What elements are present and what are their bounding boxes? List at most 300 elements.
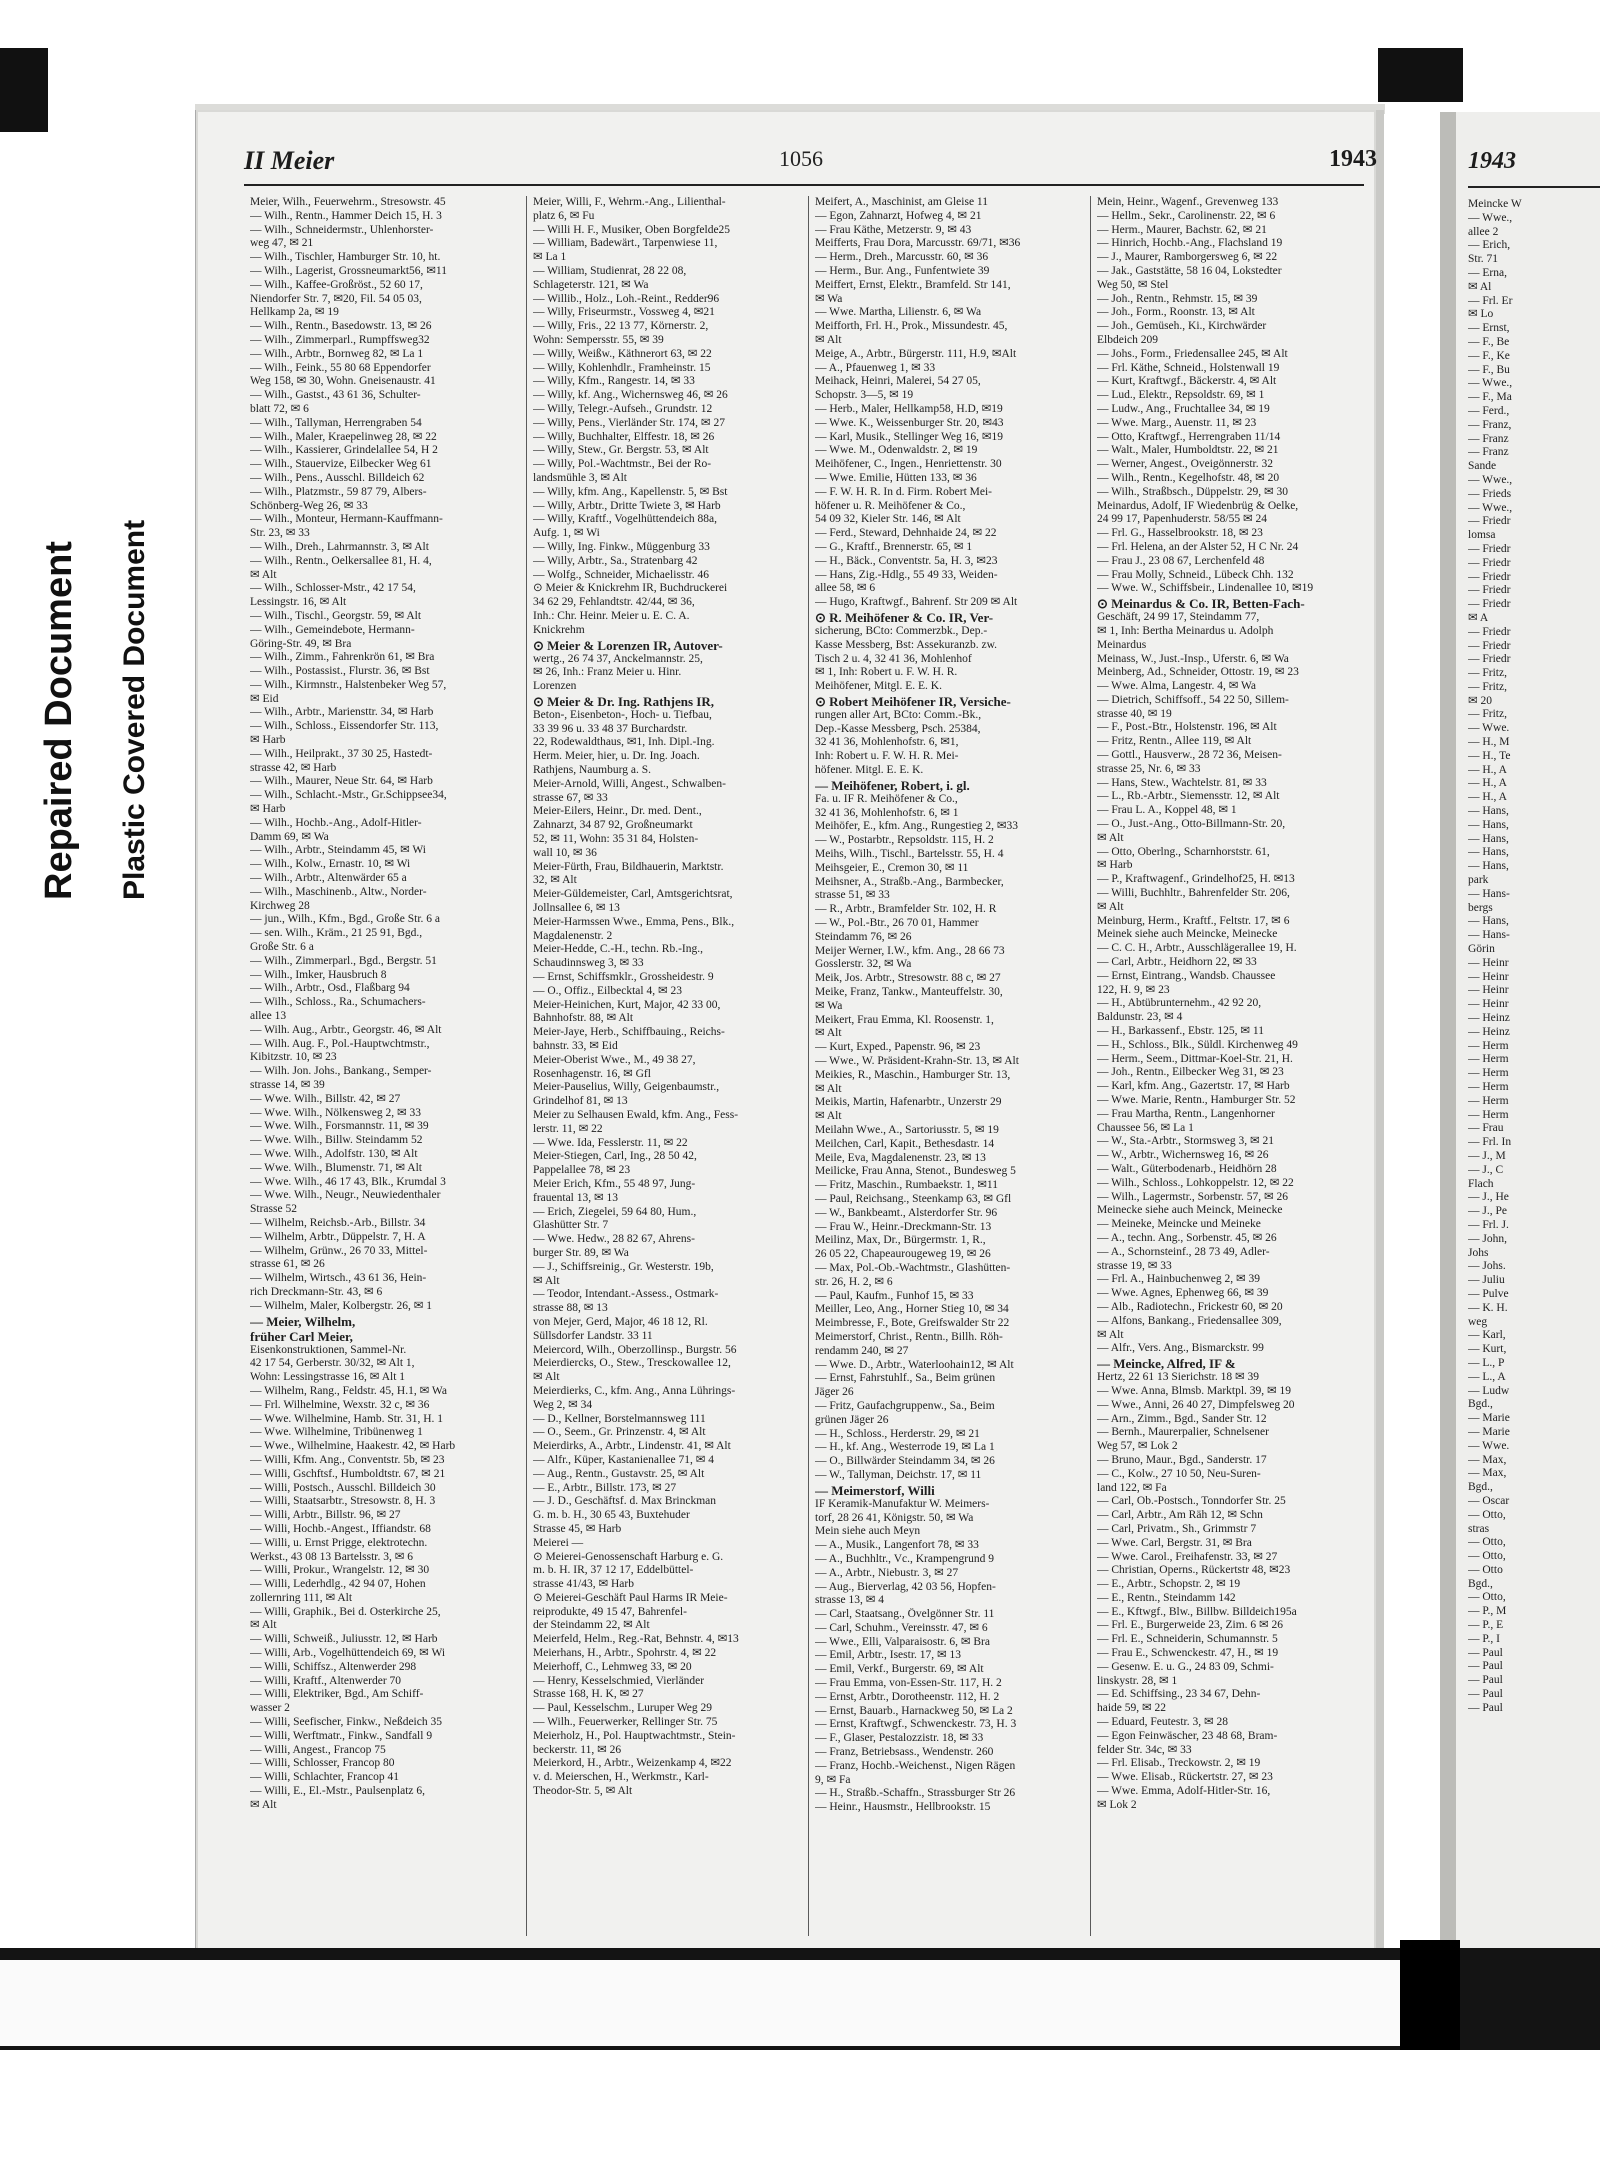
directory-entry: ⊙ Meier & Dr. Ing. Rathjens IR, — [533, 693, 714, 709]
directory-entry: — Willy, kf. Ang., Wichernsweg 46, ✉ 26 — [533, 389, 728, 402]
directory-entry: Meierkord, H., Arbtr., Weizenkamp 4, ✉22 — [533, 1757, 732, 1770]
directory-entry: — Carl, Arbtr., Heidhorn 22, ✉ 33 — [1097, 956, 1257, 969]
next-page-entry: — Johs. — [1468, 1260, 1506, 1273]
directory-entry: Meier-Harmssen Wwe., Emma, Pens., Blk., — [533, 915, 735, 928]
directory-entry: — Wilh., Lagerist, Grossneumarkt56, ✉11 — [250, 264, 447, 277]
directory-entry: — Wilh., Gemeindebote, Hermann- — [250, 623, 415, 636]
directory-entry: der Steindamm 22, ✉ Alt — [533, 1619, 650, 1632]
directory-entry: burger Str. 89, ✉ Wa — [533, 1246, 629, 1259]
directory-entry: — Wilhelm, Wirtsch., 43 61 36, Hein- — [250, 1272, 427, 1285]
next-page-entry: — Max, — [1468, 1453, 1507, 1466]
directory-entry: strasse 41/43, ✉ Harb — [533, 1578, 634, 1591]
directory-entry: ✉ Alt — [815, 1027, 842, 1040]
next-page-year: 1943 — [1468, 148, 1516, 174]
directory-entry: — P., Kraftwagenf., Grindelhof25, H. ✉13 — [1097, 873, 1295, 886]
directory-entry: ✉ Alt — [250, 1798, 277, 1811]
directory-entry: — Frl. A., Hainbuchenweg 2, ✉ 39 — [1097, 1273, 1260, 1286]
directory-entry: G. m. b. H., 30 65 43, Buxtehuder — [533, 1509, 690, 1522]
next-page-entry: — Friedr — [1468, 584, 1511, 597]
next-page-entry: — L., A — [1468, 1370, 1506, 1383]
directory-entry: — Wwe. K., Weissenburger Str. 20, ✉43 — [815, 416, 1004, 429]
directory-entry: Meierhans, H., Arbtr., Spohrstr. 4, ✉ 22 — [533, 1647, 717, 1660]
directory-entry: — A., Pfauenweg 1, ✉ 33 — [815, 361, 936, 374]
directory-column — [244, 196, 526, 1936]
next-page-entry: — Ferd., — [1468, 404, 1510, 417]
next-page-entry: — Hans- — [1468, 887, 1510, 900]
directory-entry: — Hinrich, Hochb.-Ang., Flachsland 19 — [1097, 237, 1283, 250]
directory-entry: Meige, A., Arbtr., Bürgerstr. 111, H.9, ✉Alt — [815, 347, 1017, 360]
next-page-entry: — Paul — [1468, 1701, 1503, 1714]
next-page-entry: — Ernst, — [1468, 322, 1510, 335]
directory-entry: — Karl, Musik., Stellinger Weg 16, ✉19 — [815, 430, 1004, 443]
next-page-entry: — Karl, — [1468, 1329, 1506, 1342]
directory-entry: — Wilh., Maler, Kraepelinweg 28, ✉ 22 — [250, 430, 437, 443]
directory-entry: Hellkamp 2a, ✉ 19 — [250, 306, 339, 319]
directory-entry: Meierei — — [533, 1536, 584, 1549]
directory-entry: allee 13 — [250, 1010, 287, 1023]
directory-entry: strasse 61, ✉ 26 — [250, 1258, 325, 1271]
next-page-entry: — Hans, — [1468, 915, 1509, 928]
directory-entry: ✉ Wa — [815, 999, 843, 1012]
directory-entry: ✉ Alt — [250, 568, 277, 581]
directory-entry: ✉ Lok 2 — [1097, 1798, 1137, 1811]
directory-entry: Meinardus, Adolf, IF Wiedenbrüg & Oelke, — [1097, 499, 1299, 512]
directory-entry: — E., Arbtr., Schopstr. 2, ✉ 19 — [1097, 1578, 1241, 1591]
directory-entry: früher Carl Meier, — [250, 1328, 353, 1344]
directory-entry: wertg., 26 74 37, Anckelmannstr. 25, — [533, 652, 703, 665]
directory-entry: — Willy, Stew., Gr. Bergstr. 53, ✉ Alt — [533, 444, 709, 457]
directory-entry: Meier-Hedde, C.-H., techn. Rb.-Ing., — [533, 943, 703, 956]
next-page-entry: — Marie — [1468, 1425, 1510, 1438]
scan-bottom-corner — [1400, 1940, 1460, 2050]
next-page-entry: weg — [1468, 1315, 1488, 1328]
directory-entry: — Arn., Zimm., Bgd., Sander Str. 12 — [1097, 1412, 1267, 1425]
directory-entry: Lorenzen — [533, 680, 577, 693]
next-page-entry: Meincke W — [1468, 198, 1522, 210]
directory-entry: Göring-Str. 49, ✉ Bra — [250, 637, 352, 650]
directory-columns — [244, 196, 1374, 1936]
directory-entry: ⊙ Meierei-Geschäft Paul Harms IR Meie- — [533, 1591, 728, 1604]
directory-entry: — C., Kolw., 27 10 50, Neu-Suren- — [1097, 1467, 1261, 1480]
directory-entry: Meifforth, Frl. H., Prok., Missundestr. 45, — [815, 320, 1008, 333]
directory-entry: Meier-Eilers, Heinr., Dr. med. Dent., — [533, 805, 702, 818]
directory-entry: — E., Kftwgf., Blw., Billbw. Billdeich195a — [1097, 1605, 1297, 1618]
next-page-entry: — F., Ma — [1468, 391, 1512, 404]
directory-entry: 9, ✉ Fa — [815, 1773, 851, 1786]
directory-entry: — Wilh., Rentn., Kegelhofstr. 48, ✉ 20 — [1097, 471, 1280, 484]
directory-entry: v. d. Meierschen, H., Werkmstr., Karl- — [533, 1771, 709, 1784]
next-page-entry: — H., Te — [1468, 749, 1511, 762]
directory-entry: — Ernst, Kraftwgf., Schwenckestr. 73, H. 3 — [815, 1718, 1017, 1731]
directory-entry: — Wwe., Wilhelmine, Haakestr. 42, ✉ Harb — [250, 1440, 456, 1453]
directory-entry: — Frau W., Heinr.-Dreckmann-Str. 13 — [815, 1220, 992, 1233]
directory-entry: Kasse Messberg, Bst: Assekuranzb. zw. — [815, 638, 998, 651]
directory-entry: — Hans, Zig.-Hdlg., 55 49 33, Weiden- — [815, 568, 998, 581]
directory-entry: — A., techn. Ang., Sorbenstr. 45, ✉ 26 — [1097, 1231, 1277, 1244]
directory-entry: — Willi, Staatsarbtr., Stresowstr. 8, H. 3 — [250, 1495, 436, 1508]
directory-entry: ✉ Alt — [815, 333, 842, 346]
next-page-entry: — J., Pe — [1468, 1205, 1507, 1218]
directory-entry: beckerstr. 11, ✉ 26 — [533, 1743, 622, 1756]
directory-entry: Meihsgeier, E., Cremon 30, ✉ 11 — [815, 861, 969, 874]
directory-entry: — Willi, Arbtr., Billstr. 96, ✉ 27 — [250, 1509, 401, 1522]
next-page-entry: — P., E — [1468, 1619, 1504, 1632]
directory-entry: — Wilh. Aug., Arbtr., Georgstr. 46, ✉ Alt — [250, 1023, 442, 1036]
directory-entry: 24 99 17, Papenhuderstr. 58/55 ✉ 24 — [1097, 513, 1267, 526]
next-page-entry: — Marie — [1468, 1412, 1510, 1425]
directory-entry: — Joh., Form., Roonstr. 13, ✉ Alt — [1097, 306, 1255, 319]
next-page-entry: — Hans, — [1468, 832, 1509, 845]
directory-entry: — Paul, Kaufm., Funhof 15, ✉ 33 — [815, 1289, 974, 1302]
directory-entry: Meihack, Heinri, Malerei, 54 27 05, — [815, 375, 981, 388]
directory-entry: — Walt., Maler, Humboldtstr. 22, ✉ 21 — [1097, 444, 1279, 457]
directory-entry: Dep.-Kasse Messberg, Psch. 25384, — [815, 722, 981, 735]
directory-entry: strasse 88, ✉ 13 — [533, 1302, 608, 1315]
directory-entry: 26 05 22, Chapeaurougeweg 19, ✉ 26 — [815, 1248, 991, 1261]
directory-entry: 34 62 29, Fehlandtstr. 42/44, ✉ 36, — [533, 596, 695, 609]
directory-entry: — Wwe. M., Odenwaldstr. 2, ✉ 19 — [815, 444, 978, 457]
next-page-entry: — Fritz, — [1468, 680, 1507, 693]
page-number: 1056 — [779, 146, 823, 171]
directory-entry: — Joh., Rentn., Eilbecker Weg 31, ✉ 23 — [1097, 1066, 1284, 1079]
directory-entry: — Wilh., Stauervize, Eilbecker Weg 61 — [250, 458, 432, 471]
directory-entry: Weg 158, ✉ 30, Wohn. Gneisenaustr. 41 — [250, 375, 436, 388]
directory-entry: — Wwe., Elli, Valparaisostr. 6, ✉ Bra — [815, 1635, 990, 1648]
directory-entry: — Wwe., Anni, 26 40 27, Dimpfelsweg 20 — [1097, 1398, 1295, 1411]
directory-entry: — Willy, Arbtr., Sa., Stratenbarg 42 — [533, 554, 698, 567]
directory-entry: Wohn: Lessingstrasse 16, ✉ Alt 1 — [250, 1371, 406, 1384]
document-condition-label — [36, 520, 158, 900]
directory-entry: — Carl, Staatsang., Övelgönner Str. 11 — [815, 1608, 995, 1621]
directory-entry: Pappelallee 78, ✉ 23 — [533, 1164, 631, 1177]
corner-mark-left — [0, 48, 48, 132]
directory-entry: str. 26, H. 2, ✉ 6 — [815, 1275, 893, 1288]
directory-entry: — A., Musik., Langenfort 78, ✉ 33 — [815, 1539, 979, 1552]
directory-entry: allee 58, ✉ 6 — [815, 582, 876, 595]
directory-page — [195, 110, 1384, 1960]
directory-entry: Meierdierks, C., kfm. Ang., Anna Lührings- — [533, 1384, 736, 1397]
directory-entry: Meier-Güldemeister, Carl, Amtsgerichtsrat, — [533, 888, 733, 901]
page-year: 1943 — [1329, 146, 1377, 172]
directory-entry: — Alfr., Vers. Ang., Bismarckstr. 99 — [1097, 1342, 1264, 1355]
directory-entry: Meihsner, A., Straßb.-Ang., Barmbecker, — [815, 875, 1004, 888]
directory-entry: ⊙ Meierei-Genossenschaft Harburg e. G. — [533, 1550, 724, 1563]
directory-entry: Meilahn Wwe., A., Sartoriusstr. 5, ✉ 19 — [815, 1124, 999, 1136]
directory-entry: rendamm 240, ✉ 27 — [815, 1344, 909, 1357]
next-page-entry: Johs — [1468, 1246, 1489, 1259]
next-page-entry: — Otto, — [1468, 1508, 1506, 1521]
directory-entry: — Wilh., Schlacht.-Mstr., Gr.Schippsee34, — [250, 789, 447, 802]
next-page-entry: Bgd., — [1468, 1481, 1493, 1494]
directory-entry: — Wilh., Zimmerparl., Rumpffsweg32 — [250, 333, 430, 346]
directory-entry: — Meihöfener, Robert, i. gl. — [815, 777, 970, 793]
directory-entry: — Wwe. Wilhelmine, Tribünenweg 1 — [250, 1426, 423, 1439]
directory-entry: — Alfons, Bankang., Friedensallee 309, — [1097, 1314, 1282, 1327]
directory-entry: 54 09 32, Kieler Str. 146, ✉ Alt — [815, 513, 961, 526]
directory-entry: — Wwe. Carol., Freihafenstr. 33, ✉ 27 — [1097, 1550, 1278, 1563]
directory-entry: Kibitzstr. 10, ✉ 23 — [250, 1051, 337, 1064]
directory-entry: Rosenhagenstr. 16, ✉ Gfl — [533, 1067, 651, 1080]
directory-entry: — Willi, Graphik., Bei d. Osterkirche 25, — [250, 1605, 441, 1618]
next-page-entry: — Wwe. — [1468, 722, 1510, 735]
directory-entry: — Wilhelm, Reichsb.-Arb., Billstr. 34 — [250, 1216, 426, 1229]
directory-entry: Weg 2, ✉ 34 — [533, 1398, 593, 1411]
directory-entry: — Wilh., Kassierer, Grindelallee 54, H 2 — [250, 444, 438, 457]
directory-entry: — Willi, Kraftf., Altenwerder 70 — [250, 1674, 402, 1687]
directory-entry: 32 41 36, Mohlenhofstr. 6, ✉1, — [815, 736, 959, 749]
next-page-entry: — Heinr — [1468, 970, 1509, 983]
directory-entry: — Frau Emma, von-Essen-Str. 117, H. 2 — [815, 1677, 1002, 1690]
directory-entry: — Frau Molly, Schneid., Lübeck Chh. 132 — [1097, 568, 1294, 581]
directory-entry: frauental 13, ✉ 13 — [533, 1191, 618, 1204]
directory-entry: ⊙ Meier & Knickrehm IR, Buchdruckerei — [533, 582, 728, 595]
next-page-entry: — Friedr — [1468, 598, 1511, 611]
directory-entry: — Willi, Hochb.-Angest., Iffiandstr. 68 — [250, 1522, 431, 1535]
directory-entry: — H., Schloss., Herderstr. 29, ✉ 21 — [815, 1427, 980, 1440]
directory-entry: Meier, Wilh., Feuerwehrm., Stresowstr. 45 — [250, 196, 446, 208]
directory-entry: — Wilhelm, Arbtr., Düppelstr. 7, H. A — [250, 1230, 426, 1243]
directory-entry: — Ferd., Steward, Dehnhaide 24, ✉ 22 — [815, 527, 997, 540]
next-page-entry: — Frl. Er — [1468, 294, 1513, 307]
directory-entry: — Wilh., Postassist., Flurstr. 36, ✉ Bst — [250, 665, 430, 678]
directory-entry: — W., Pol.-Btr., 26 70 01, Hammer — [815, 917, 979, 930]
directory-entry: — H., Bäck., Conventstr. 5a, H. 3, ✉23 — [815, 554, 998, 567]
directory-entry: ✉ Alt — [815, 1082, 842, 1095]
directory-entry: ⊙ Robert Meihöfener IR, Versiche- — [815, 693, 1011, 709]
next-page-entry: — P., M — [1468, 1605, 1507, 1618]
directory-entry: — Wilh., Arbtr., Altenwärder 65 a — [250, 872, 407, 885]
directory-entry: Str. 23, ✉ 33 — [250, 527, 310, 540]
directory-entry: land 122, ✉ Fa — [1097, 1481, 1167, 1494]
directory-entry: — H., Schloss., Blk., Süldl. Kirchenweg 49 — [1097, 1038, 1298, 1051]
next-page-entry: Sande — [1468, 460, 1497, 473]
directory-entry: Meimbresse, F., Bote, Greifswalder Str 22 — [815, 1317, 1010, 1330]
directory-entry: — Wilh., Schloss., Lohkoppelstr. 12, ✉ 22 — [1097, 1176, 1294, 1189]
directory-entry: — Gesenw. E. u. G., 24 83 09, Schmi- — [1097, 1660, 1274, 1673]
next-page-entry: — H., A — [1468, 791, 1507, 804]
directory-entry: — Ernst, Bauarb., Harnackweg 50, ✉ La 2 — [815, 1704, 1013, 1717]
page-header — [244, 146, 1394, 186]
directory-entry: ✉ Harb — [250, 803, 286, 816]
directory-entry: — Wilh., Zimmerparl., Bgd., Bergstr. 51 — [250, 954, 437, 967]
directory-entry: — Ludw., Ang., Fruchtallee 34, ✉ 19 — [1097, 402, 1270, 415]
directory-entry: — Wwe. Marg., Auenstr. 11, ✉ 23 — [1097, 416, 1257, 429]
directory-entry: von Mejer, Gerd, Major, 46 18 12, Rl. — [533, 1315, 708, 1328]
directory-entry: — Meier, Wilhelm, — [250, 1313, 356, 1329]
directory-entry: — Wilh., Hochb.-Ang., Adolf-Hitler- — [250, 816, 422, 829]
directory-entry: — Meincke, Alfred, IF & — [1097, 1356, 1236, 1372]
directory-entry: — Paul, Reichsang., Steenkamp 63, ✉ Gfl — [815, 1192, 1012, 1205]
next-page-entry: — Franz — [1468, 432, 1509, 445]
next-page-entry: — H., A — [1468, 777, 1507, 790]
directory-entry: — Willy, Pens., Vierländer Str. 174, ✉ 27 — [533, 416, 725, 429]
directory-entry: grünen Jäger 26 — [815, 1413, 889, 1426]
next-page-entry: — Friedr — [1468, 570, 1511, 583]
directory-entry: strasse 67, ✉ 33 — [533, 791, 608, 804]
directory-entry: Meier, Willi, F., Wehrm.-Ang., Lilienthal- — [533, 196, 726, 208]
directory-entry: — Wilh., Schneidermstr., Uhlenhorster- — [250, 223, 434, 236]
directory-entry: — Willy, Kraftf., Vogelhüttendeich 88a, — [533, 513, 718, 526]
directory-entry: — Franz, Hochb.-Weichenst., Nigen Rägen — [815, 1759, 1016, 1772]
directory-entry: ✉ Alt — [815, 1110, 842, 1123]
directory-entry: — Wilh. Jon. Johs., Bankang., Semper- — [250, 1065, 432, 1078]
header-rule — [244, 184, 1364, 186]
directory-entry: bahnstr. 33, ✉ Eid — [533, 1040, 618, 1053]
directory-entry: — Alb., Radiotechn., Frickestr 60, ✉ 20 — [1097, 1300, 1283, 1313]
directory-entry: — Ernst, Eintrang., Wandsb. Chaussee — [1097, 969, 1276, 982]
next-page-entry: — Wwe. — [1468, 1439, 1510, 1452]
directory-entry: — A., Buchhltr., Vc., Krampengrund 9 — [815, 1552, 994, 1565]
next-page-entry: — F., Bu — [1468, 363, 1510, 376]
directory-entry: Süllsdorfer Landstr. 33 11 — [533, 1329, 653, 1342]
directory-entry: — Joh., Gemüseh., Ki., Kirchwärder — [1097, 320, 1267, 333]
running-head: II Meier — [244, 146, 335, 175]
next-page-entry: — Friedr — [1468, 542, 1511, 555]
directory-entry: — Fritz, Rentn., Allee 119, ✉ Alt — [1097, 735, 1252, 748]
directory-entry: 52, ✉ 11, Wohn: 35 31 84, Holsten- — [533, 833, 699, 846]
directory-entry: — Wilh., Tischler, Hamburger Str. 10, ht. — [250, 251, 441, 264]
next-page-entry: — H., A — [1468, 763, 1507, 776]
next-page-entry: — Friedr — [1468, 625, 1511, 638]
directory-entry: — Frau E., Schwenckestr. 47, H., ✉ 19 — [1097, 1647, 1279, 1660]
directory-entry: — Wilh., Tallyman, Herrengraben 54 — [250, 416, 422, 429]
next-page-entry: stras — [1468, 1522, 1490, 1535]
directory-entry: — Wwe. Wilh., Nölkensweg 2, ✉ 33 — [250, 1106, 422, 1119]
directory-entry: — D., Kellner, Borstelmannsweg 111 — [533, 1412, 706, 1425]
next-page-entry: — Hans, — [1468, 805, 1509, 818]
directory-entry: — Herb., Maler, Hellkamp58, H.D, ✉19 — [815, 402, 1003, 415]
directory-entry: Fa. u. IF R. Meihöfener & Co., — [815, 792, 958, 805]
directory-entry: Meier Erich, Kfm., 55 48 97, Jung- — [533, 1177, 696, 1190]
directory-entry: rungen aller Art, BCto: Comm.-Bk., — [815, 708, 982, 721]
next-page-entry: — Wwe., — [1468, 377, 1513, 390]
directory-entry: Meihöfener, Mitgl. E. E. K. — [815, 680, 942, 693]
directory-entry: — Wwe. Wilh., Blumenstr. 71, ✉ Alt — [250, 1161, 422, 1174]
directory-entry: — Frau J., 23 08 67, Lerchenfeld 48 — [1097, 554, 1265, 567]
directory-entry: ✉ Alt — [1097, 831, 1124, 844]
directory-entry: reiprodukte, 49 15 47, Bahrenfel- — [533, 1605, 687, 1618]
directory-entry: 122, H. 9, ✉ 23 — [1097, 983, 1170, 996]
directory-entry: — Wwe. Wilh., Forsmannstr. 11, ✉ 39 — [250, 1120, 429, 1133]
directory-column — [526, 196, 808, 1936]
directory-entry: Meinek siehe auch Meincke, Meinecke — [1097, 928, 1278, 941]
directory-entry: Meier-Jaye, Herb., Schiffbauing., Reichs- — [533, 1026, 725, 1039]
directory-entry: — Emil, Arbtr., Isestr. 17, ✉ 13 — [815, 1649, 962, 1662]
directory-entry: Zahnarzt, 34 87 92, Großneumarkt — [533, 819, 693, 832]
directory-entry: — Egon, Zahnarzt, Hofweg 4, ✉ 21 — [815, 209, 982, 222]
directory-entry: Chaussee 56, ✉ La 1 — [1097, 1121, 1194, 1134]
directory-entry: Mein siehe auch Meyn — [815, 1525, 921, 1538]
next-page-entry: Flach — [1468, 1177, 1494, 1190]
directory-entry: Große Str. 6 a — [250, 941, 314, 954]
directory-entry: — Erich, Ziegelei, 59 64 80, Hum., — [533, 1205, 697, 1218]
directory-entry: — Willy, Weißw., Käthnerort 63, ✉ 22 — [533, 347, 712, 360]
directory-entry: — Willy, Kfm., Rangestr. 14, ✉ 33 — [533, 375, 695, 388]
directory-entry: — Carl, Arbtr., Am Räh 12, ✉ Schn — [1097, 1509, 1263, 1522]
next-page-entry: — Heinr — [1468, 998, 1509, 1011]
directory-entry: wall 10, ✉ 36 — [533, 846, 597, 859]
directory-entry: — Willy, kfm. Ang., Kapellenstr. 5, ✉ Bst — [533, 485, 728, 498]
directory-entry: Meinardus — [1097, 638, 1147, 651]
directory-entry: — Willi, Prokur., Wrangelstr. 12, ✉ 30 — [250, 1564, 430, 1577]
directory-entry: Meinberg, Ad., Schneider, Ottostr. 19, ✉ 23 — [1097, 666, 1299, 679]
directory-entry: — Hellm., Sekr., Carolinenstr. 22, ✉ 6 — [1097, 209, 1276, 222]
directory-entry: — Wwe. Wilh., Billstr. 42, ✉ 27 — [250, 1092, 401, 1105]
page-gutter — [1440, 112, 1456, 1952]
next-page-entry: — Wwe., — [1468, 211, 1513, 224]
directory-entry: m. b. H. IR, 37 12 17, Eddelbüttel- — [533, 1564, 694, 1577]
directory-entry: — Wwe. Wilh., Billw. Steindamm 52 — [250, 1134, 423, 1147]
directory-entry: — Aug., Bierverlag, 42 03 56, Hopfen- — [815, 1580, 996, 1593]
directory-entry: 22, Rodewaldthaus, ✉1, Inh. Dipl.-Ing. — [533, 736, 715, 749]
directory-entry: Inh: Robert u. F. W. H. R. Mei- — [815, 750, 959, 763]
directory-entry: ✉ Alt — [250, 1619, 277, 1632]
directory-entry: — R., Arbtr., Bramfelder Str. 102, H. R — [815, 903, 997, 916]
next-page-entry: lomsa — [1468, 529, 1496, 542]
directory-entry: Meik, Jos. Arbtr., Stresowstr. 88 c, ✉ 27 — [815, 972, 1001, 985]
directory-entry: — Emil, Verkf., Burgerstr. 69, ✉ Alt — [815, 1663, 984, 1676]
directory-entry: — Wwe. Martha, Lilienstr. 6, ✉ Wa — [815, 306, 982, 319]
directory-entry: — Wwe. Emilie, Hütten 133, ✉ 36 — [815, 471, 977, 484]
next-page-entry: — L., P — [1468, 1356, 1505, 1369]
directory-entry: 33 39 96 u. 33 48 37 Burchardstr. — [533, 722, 688, 735]
next-page-entry: — John, — [1468, 1232, 1507, 1245]
directory-entry: — Alfr., Küper, Kastanienallee 71, ✉ 4 — [533, 1453, 714, 1466]
directory-entry: — Willi, Elektriker, Bgd., Am Schiff- — [250, 1688, 424, 1701]
directory-entry: Jäger 26 — [815, 1386, 854, 1399]
next-page-entry: — Otto — [1468, 1563, 1503, 1576]
directory-entry: ✉ Alt — [533, 1274, 560, 1287]
directory-entry: — Willy, Ing. Finkw., Müggenburg 33 — [533, 540, 710, 553]
directory-entry: ✉ Alt — [533, 1371, 560, 1384]
directory-entry: Eisenkonstruktionen, Sammel-Nr. — [250, 1343, 407, 1356]
directory-entry: Meier-Pauselius, Willy, Geigenbaumstr., — [533, 1081, 720, 1094]
directory-entry: — O., Just.-Ang., Otto-Billmann-Str. 20, — [1097, 818, 1286, 831]
directory-entry: ✉ Alt — [1097, 900, 1124, 913]
directory-entry: Meinass, W., Just.-Insp., Uferstr. 6, ✉ Wa — [1097, 652, 1289, 665]
directory-entry: — Wilh. Aug. F., Pol.-Hauptwchtmstr., — [250, 1037, 430, 1050]
directory-entry: — Willi, Gschftsf., Humboldtstr. 67, ✉ 21 — [250, 1467, 446, 1480]
directory-entry: ✉ Harb — [250, 734, 286, 747]
directory-entry: — Willy, Buchhalter, Elffestr. 18, ✉ 26 — [533, 430, 715, 443]
directory-entry: — Herm., Bur. Ang., Funfentwiete 39 — [815, 264, 990, 277]
directory-entry: — Wwe. Wilh., Adolfstr. 130, ✉ Alt — [250, 1147, 418, 1160]
directory-entry: — O., Offiz., Eilbecktal 4, ✉ 23 — [533, 984, 682, 997]
directory-entry: — Walt., Güterbodenarb., Heidhörn 28 — [1097, 1162, 1277, 1175]
directory-entry: Meierfeld, Helm., Reg.-Rat, Behnstr. 4, ✉13 — [533, 1633, 739, 1646]
directory-entry: Meifert, A., Maschinist, am Gleise 11 — [815, 196, 988, 208]
directory-entry: Meihs, Wilh., Tischl., Bartelsstr. 55, H. 4 — [815, 848, 1004, 861]
directory-entry: — Kurt, Kraftwgf., Bäckerstr. 4, ✉ Alt — [1097, 375, 1277, 388]
directory-entry: 42 17 54, Gerberstr. 30/32, ✉ Alt 1, — [250, 1357, 415, 1370]
directory-entry: — Wilh., Dreh., Lahrmannstr. 3, ✉ Alt — [250, 540, 429, 553]
directory-entry: — Wilh., Platzmstr., 59 87 79, Albers- — [250, 485, 427, 498]
directory-entry: — Ernst, Schiffsmklr., Grossheidestr. 9 — [533, 971, 714, 984]
directory-entry: ✉ Harb — [1097, 859, 1133, 872]
directory-entry: strasse 13, ✉ 4 — [815, 1594, 885, 1607]
directory-entry: — Otto, Kraftwgf., Herrengraben 11/14 — [1097, 430, 1281, 443]
directory-entry: Beton-, Eisenbeton-, Hoch- u. Tiefbau, — [533, 708, 712, 721]
directory-entry: — Dietrich, Schiffsoff., 54 22 50, Sillem- — [1097, 693, 1289, 706]
directory-column — [808, 196, 1090, 1936]
directory-entry: Meilchen, Carl, Kapit., Bethesdastr. 14 — [815, 1137, 995, 1150]
directory-entry: ⊙ Meinardus & Co. IR, Betten-Fach- — [1097, 596, 1305, 612]
directory-entry: — A., Arbtr., Niebustr. 3, ✉ 27 — [815, 1566, 959, 1579]
directory-entry: Meikis, Martin, Hafenarbtr., Unzerstr 29 — [815, 1096, 1002, 1109]
directory-entry: — C. C. H., Arbtr., Ausschlägerallee 19, H. — [1097, 942, 1297, 955]
directory-entry: — Willib., Holz., Loh.-Reint., Redder96 — [533, 292, 720, 305]
directory-entry: Meimerstorf, Christ., Rentn., Billh. Röh- — [815, 1330, 1003, 1343]
